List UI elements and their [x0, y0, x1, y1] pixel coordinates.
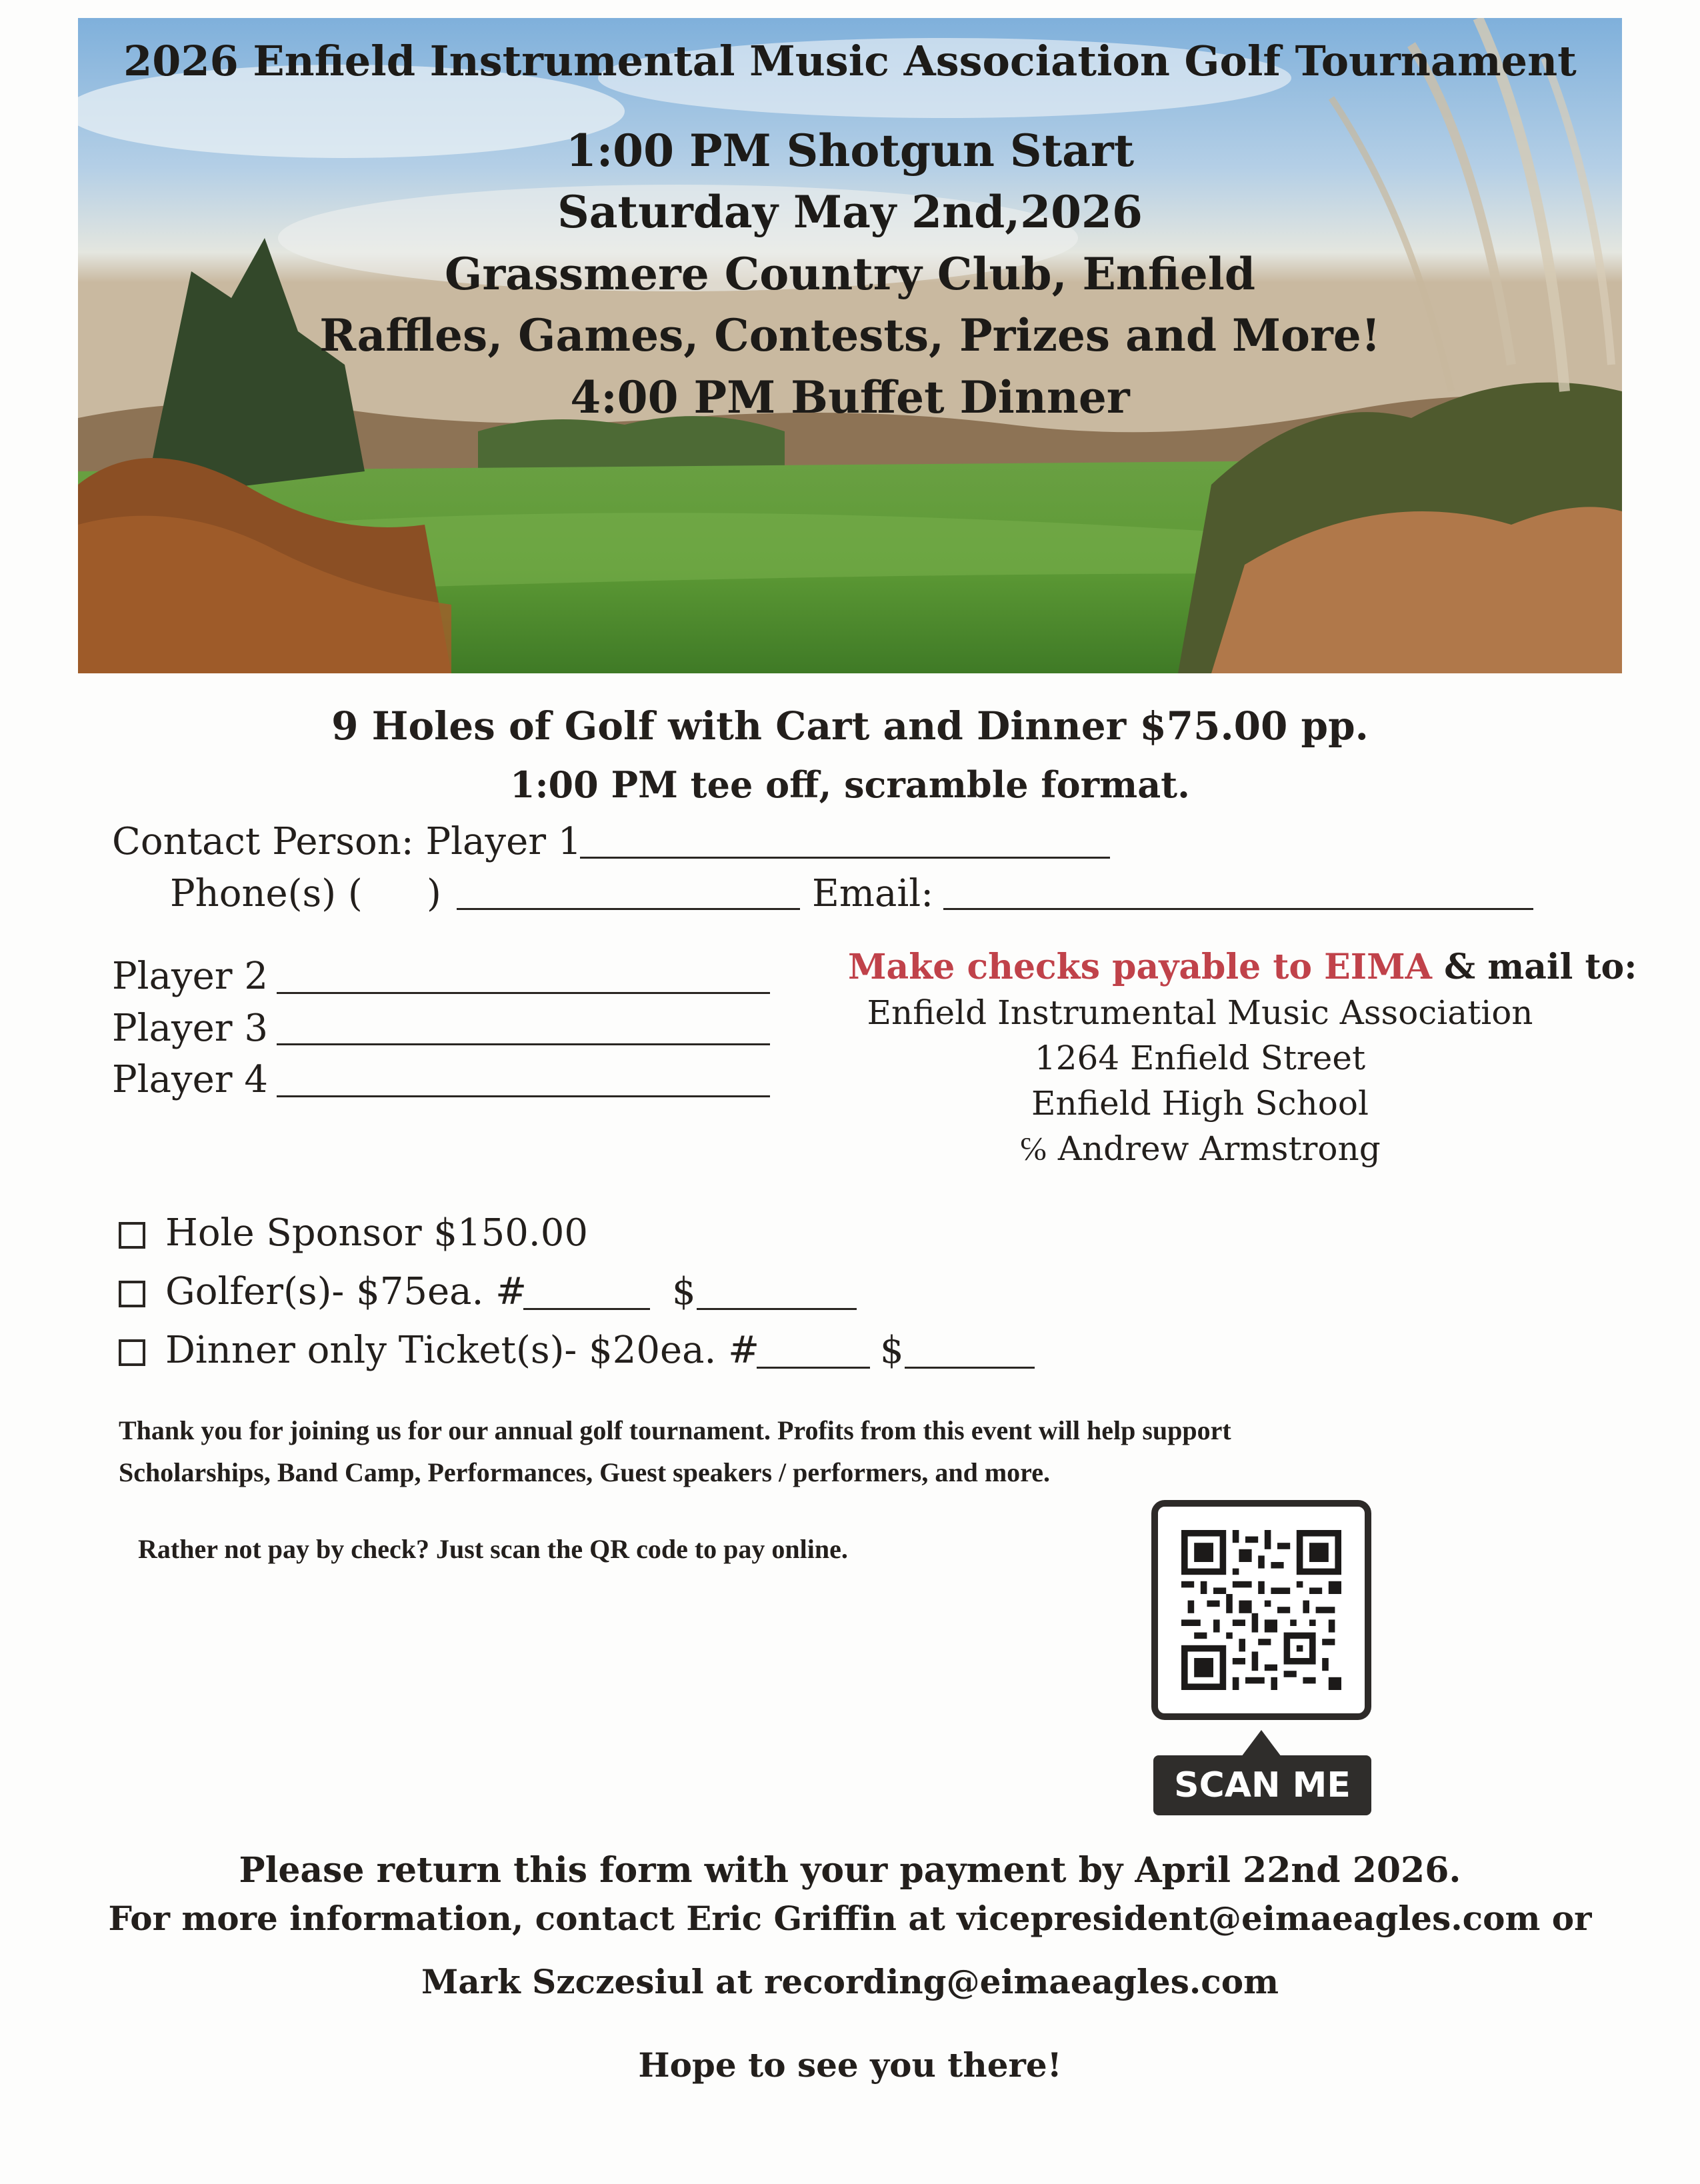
checks-payable-eima: Make checks payable to EIMA	[848, 947, 1433, 987]
checks-payable-line	[848, 947, 1637, 987]
email-field[interactable]	[943, 908, 1533, 910]
checkbox-icon[interactable]	[119, 1222, 145, 1249]
mail-attention: ℅ Andrew Armstrong	[1019, 1129, 1381, 1168]
phone-field[interactable]	[457, 908, 800, 910]
mail-street: 1264 Enfield Street	[1034, 1039, 1366, 1077]
qr-code-icon[interactable]	[1181, 1530, 1341, 1690]
scan-me-label: SCAN ME	[1153, 1755, 1371, 1815]
banner-title: 2026 Enfield Instrumental Music Association Golf Tournament	[123, 37, 1577, 85]
phone-label: Phone(s) (	[170, 872, 363, 915]
qr-prompt: Rather not pay by check? Just scan the QR code to pay online.	[138, 1534, 848, 1564]
player2-field[interactable]	[277, 992, 770, 994]
dinner-amount-field[interactable]	[905, 1367, 1035, 1369]
mail-school: Enfield High School	[1031, 1084, 1369, 1123]
player3-label: Player 3	[112, 1007, 268, 1050]
contact-info-mark: Mark Szczesiul at recording@eimaeagles.com	[421, 1962, 1279, 2001]
return-deadline: Please return this form with your payment by April 22nd 2026.	[239, 1850, 1461, 1891]
player4-label: Player 4	[112, 1058, 268, 1101]
contact-info-line: For more information, contact Eric Griffin at vicepresident@eimaeagles.com or	[108, 1899, 1592, 1938]
player2-label: Player 2	[112, 955, 268, 998]
golfers-label: Golfer(s)- $75ea. #	[165, 1270, 527, 1313]
mail-org: Enfield Instrumental Music Association	[867, 993, 1533, 1032]
player4-field[interactable]	[277, 1095, 770, 1097]
dinner-count-field[interactable]	[757, 1367, 870, 1369]
checkbox-icon[interactable]	[119, 1281, 145, 1307]
contact-person-label: Contact Person: Player 1	[112, 820, 582, 863]
mail-to-label: & mail to:	[1444, 947, 1637, 987]
header-banner-image	[78, 18, 1622, 673]
thanks-line-1: Thank you for joining us for our annual golf tournament. Profits from this event will help support	[119, 1415, 1231, 1445]
player1-field[interactable]	[580, 857, 1110, 859]
banner-dinner: 4:00 PM Buffet Dinner	[570, 371, 1130, 423]
thanks-line-2: Scholarships, Band Camp, Performances, Guest speakers / performers, and more.	[119, 1457, 1050, 1487]
banner-date: Saturday May 2nd,2026	[557, 186, 1143, 238]
pricing-headline: 9 Holes of Golf with Cart and Dinner $75.00 pp.	[331, 703, 1369, 749]
qr-code-frame[interactable]	[1151, 1500, 1371, 1720]
banner-venue: Grassmere Country Club, Enfield	[444, 248, 1256, 300]
golfers-amount-field[interactable]	[697, 1308, 857, 1310]
email-label: Email:	[812, 872, 934, 915]
hole-sponsor-label: Hole Sponsor $150.00	[165, 1211, 588, 1255]
phone-paren-close: )	[427, 872, 441, 915]
checkbox-icon[interactable]	[119, 1339, 145, 1366]
closing-line: Hope to see you there!	[638, 2045, 1062, 2085]
banner-extras: Raffles, Games, Contests, Prizes and More!	[319, 309, 1381, 361]
banner-start-time: 1:00 PM Shotgun Start	[565, 125, 1135, 177]
golfers-count-field[interactable]	[523, 1308, 650, 1310]
dinner-dollar-label: $	[880, 1329, 904, 1372]
golfers-dollar-label: $	[672, 1270, 696, 1313]
pricing-subline: 1:00 PM tee off, scramble format.	[510, 763, 1190, 806]
player3-field[interactable]	[277, 1043, 770, 1045]
dinner-ticket-label: Dinner only Ticket(s)- $20ea. #	[165, 1329, 760, 1372]
scan-arrow-icon	[1241, 1730, 1281, 1757]
